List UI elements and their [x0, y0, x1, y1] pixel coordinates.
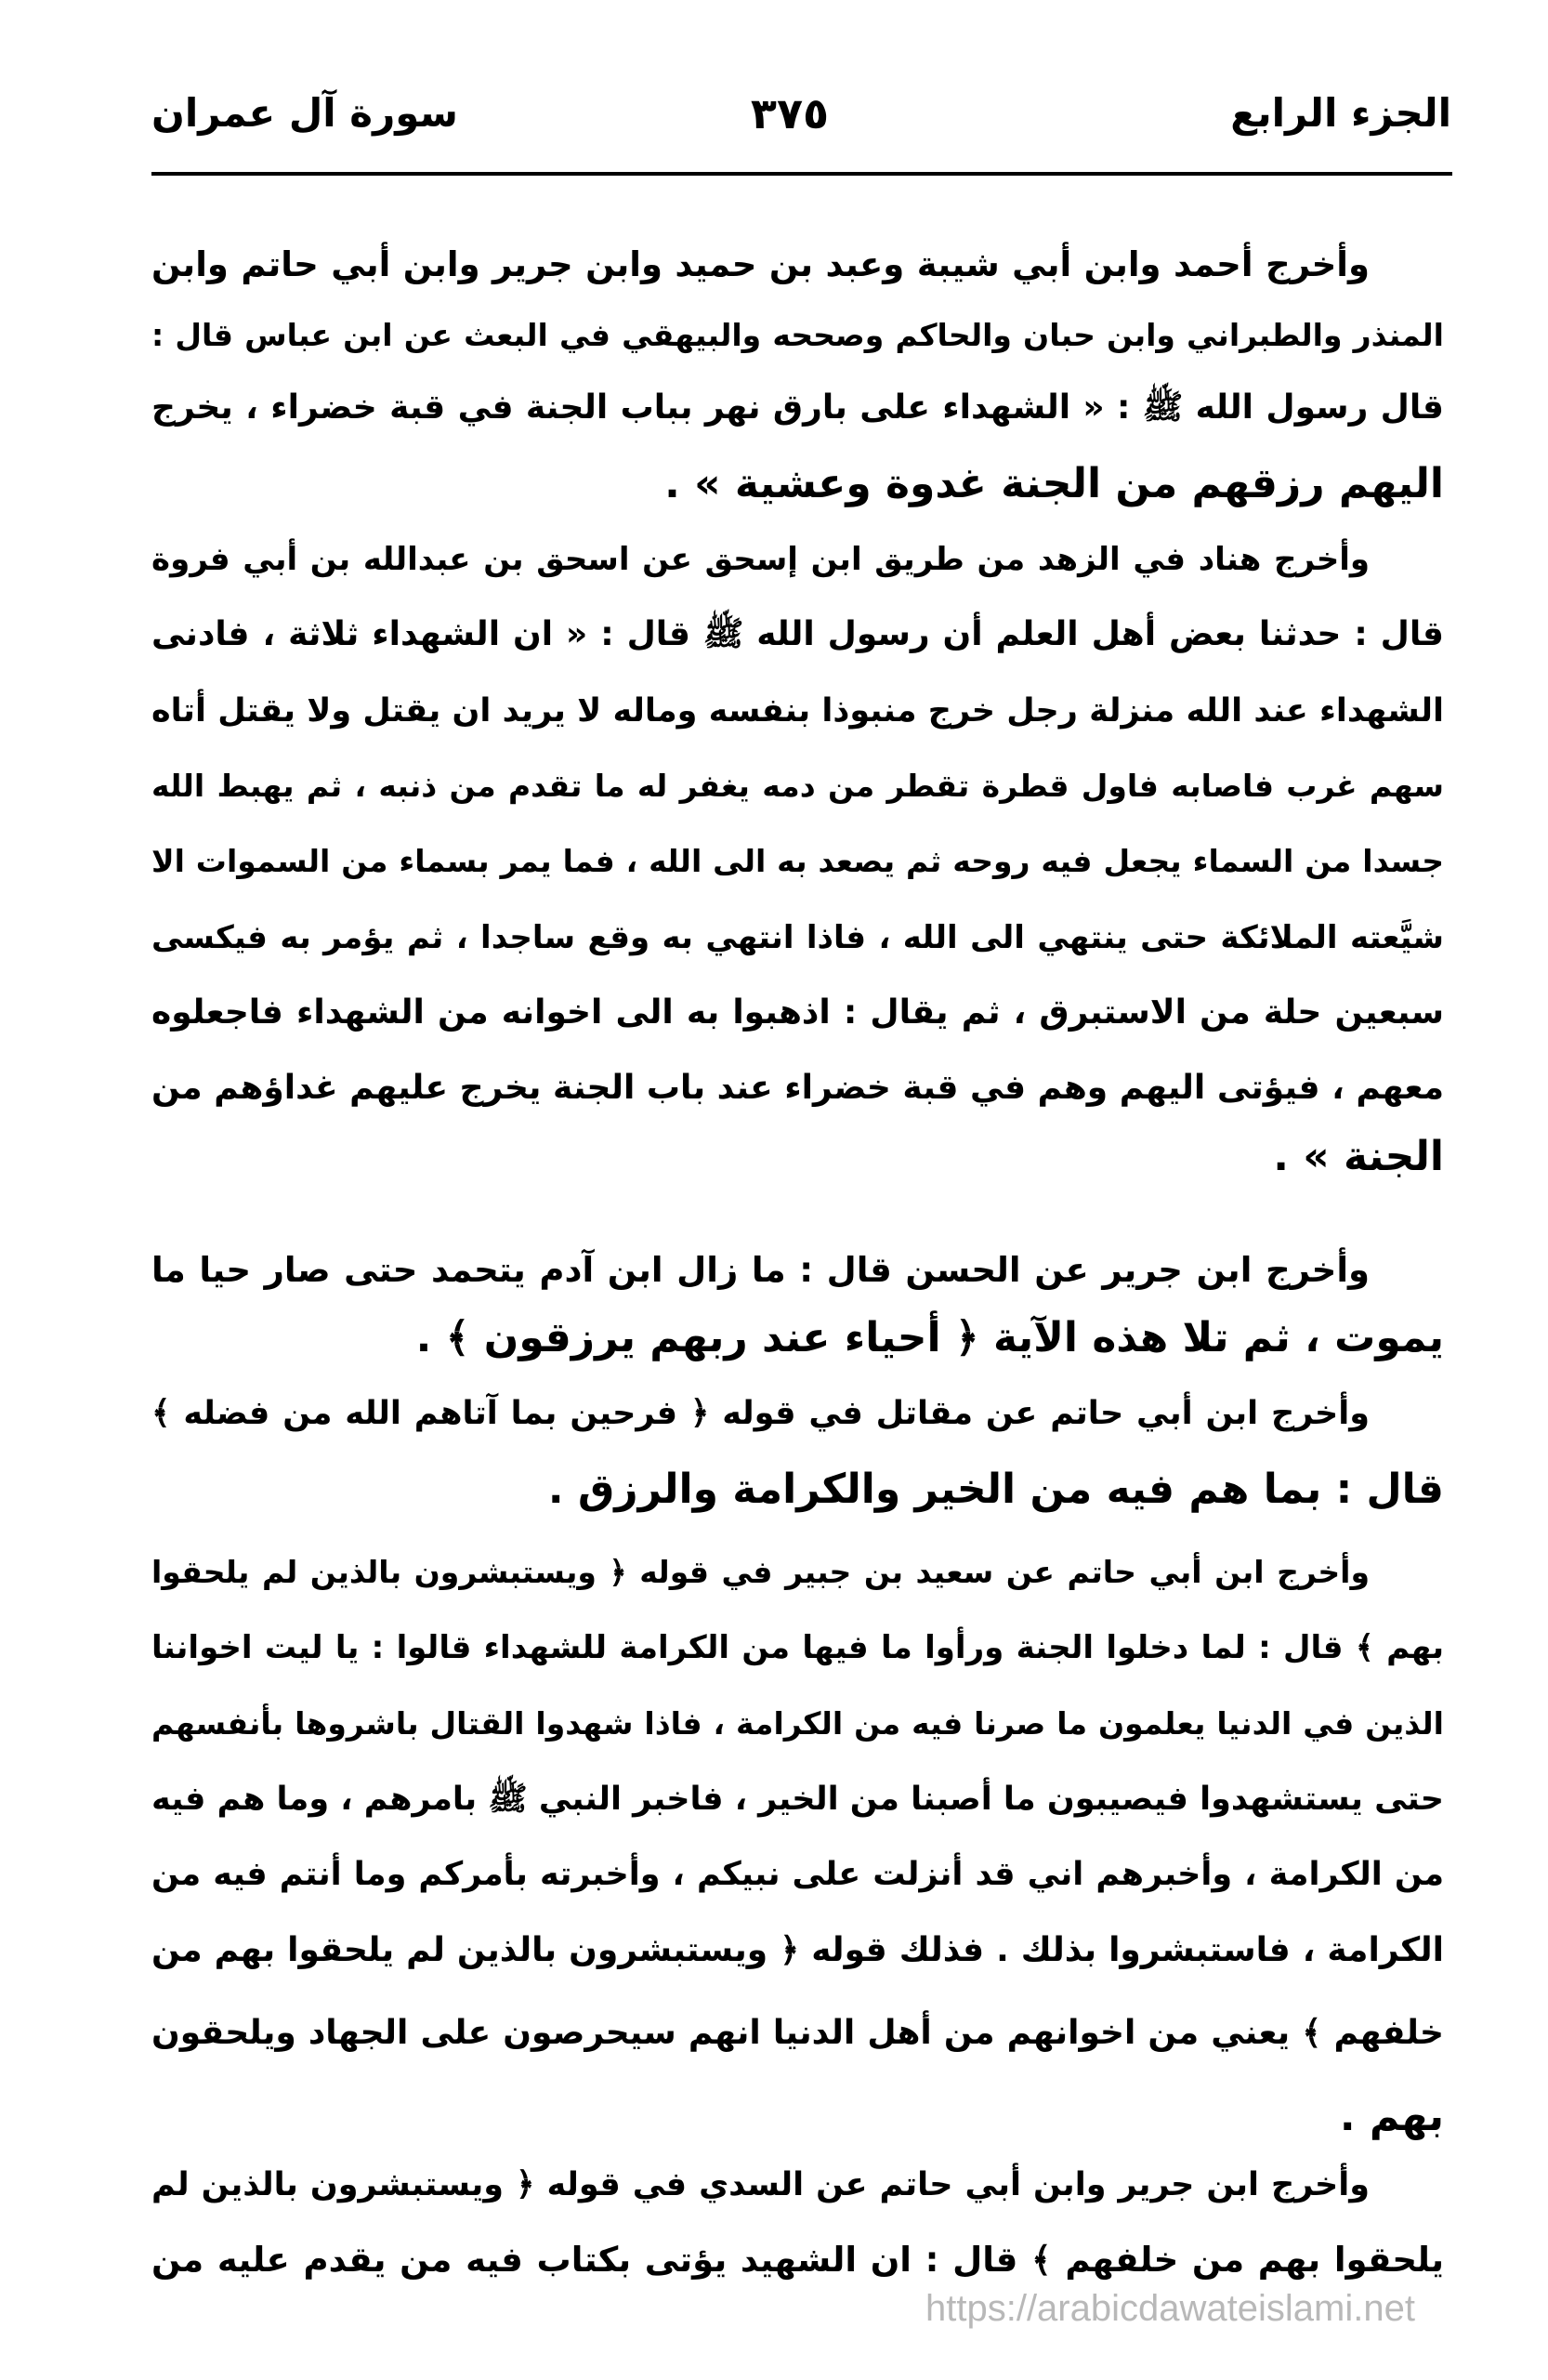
page-number: ٣٧٥	[750, 88, 830, 138]
text-line: الجنة » .	[1273, 1133, 1444, 1180]
text-line: بهم .	[1339, 2093, 1444, 2140]
text-line: قال : حدثنا بعض أهل العلم أن رسول الله ﷺ قال : « ان الشهداء ثلاثة ، فادنى	[151, 615, 1444, 653]
text-line: قال رسول الله ﷺ : « الشهداء على بارق نهر بباب الجنة في قبة خضراء ، يخرج	[151, 388, 1444, 427]
text-line: سهم غرب فاصابه فاول قطرة تقطر من دمه يغفر له ما تقدم من ذنبه ، ثم يهبط الله	[151, 768, 1444, 804]
header-rule	[151, 172, 1452, 176]
text-line: وأخرج هناد في الزهد من طريق ابن إسحق عن اسحق بن عبدالله بن أبي فروة	[151, 541, 1370, 578]
text-line: الكرامة ، فاستبشروا بذلك . فذلك قوله ﴿ ويستبشرون بالذين لم يلحقوا بهم من	[151, 1931, 1444, 1969]
text-line: قال : بما هم فيه من الخير والكرامة والرزق .	[547, 1466, 1444, 1513]
text-line: المنذر والطبراني وابن حبان والحاكم وصححه والبيهقي في البعث عن ابن عباس قال :	[151, 317, 1444, 353]
text-line: معهم ، فيؤتى اليهم وهم في قبة خضراء عند باب الجنة يخرج عليهم غداؤهم من	[151, 1069, 1444, 1107]
text-line: الشهداء عند الله منزلة رجل خرج منبوذا بنفسه وماله لا يريد ان يقتل ولا يقتل أتاه	[151, 692, 1444, 730]
text-line: خلفهم ﴾ يعني من اخوانهم من أهل الدنيا انهم سيحرصون على الجهاد ويلحقون	[151, 2014, 1444, 2052]
text-line: شيَّعته الملائكة حتى ينتهي الى الله ، فاذا انتهي به وقع ساجدا ، ثم يؤمر به فيكسى	[151, 919, 1444, 956]
text-line: سبعين حلة من الاستبرق ، ثم يقال : اذهبوا به الى اخوانه من الشهداء فاجعلوه	[151, 993, 1444, 1032]
text-line: بهم ﴾ قال : لما دخلوا الجنة ورأوا ما فيها من الكرامة للشهداء قالوا : يا ليت اخواننا	[151, 1629, 1444, 1666]
text-line: وأخرج ابن أبي حاتم عن مقاتل في قوله ﴿ فرحين بما آتاهم الله من فضله ﴾	[151, 1395, 1370, 1432]
text-line: وأخرج ابن جرير عن الحسن قال : ما زال ابن آدم يتحمد حتى صار حيا ما	[151, 1250, 1370, 1290]
text-line: يموت ، ثم تلا هذه الآية ﴿ أحياء عند ربهم يرزقون ﴾ .	[415, 1314, 1444, 1361]
text-line: الذين في الدنيا يعلمون ما صرنا فيه من الكرامة ، فاذا شهدوا القتال باشروها بأنفسهم	[151, 1705, 1444, 1742]
watermark-url: https://arabicdawateislami.net	[925, 2288, 1415, 2329]
text-line: حتى يستشهدوا فيصيبون ما أصبنا من الخير ، فاخبر النبي ﷺ بامرهم ، وما هم فيه	[151, 1781, 1444, 1818]
running-head-surah: سورة آل عمران	[151, 90, 458, 136]
text-line: جسدا من السماء يجعل فيه روحه ثم يصعد به الى الله ، فما يمر بسماء من السموات الا	[151, 843, 1444, 879]
text-line: اليهم رزقهم من الجنة غدوة وعشية » .	[664, 460, 1444, 507]
text-line: وأخرج ابن أبي حاتم عن سعيد بن جبير في قوله ﴿ ويستبشرون بالذين لم يلحقوا	[151, 1554, 1370, 1590]
text-line: وأخرج ابن جرير وابن أبي حاتم عن السدي في قوله ﴿ ويستبشرون بالذين لم	[151, 2166, 1370, 2203]
text-line: وأخرج أحمد وابن أبي شيبة وعبد بن حميد وابن جرير وابن أبي حاتم وابن	[151, 244, 1370, 284]
text-line: يلحقوا بهم من خلفهم ﴾ قال : ان الشهيد يؤتى بكتاب فيه من يقدم عليه من	[151, 2240, 1444, 2280]
text-line: من الكرامة ، وأخبرهم اني قد أنزلت على نبيكم ، وأخبرته بأمركم وما أنتم فيه من	[151, 1856, 1444, 1893]
running-head-juz: الجزء الرابع	[1230, 90, 1451, 136]
